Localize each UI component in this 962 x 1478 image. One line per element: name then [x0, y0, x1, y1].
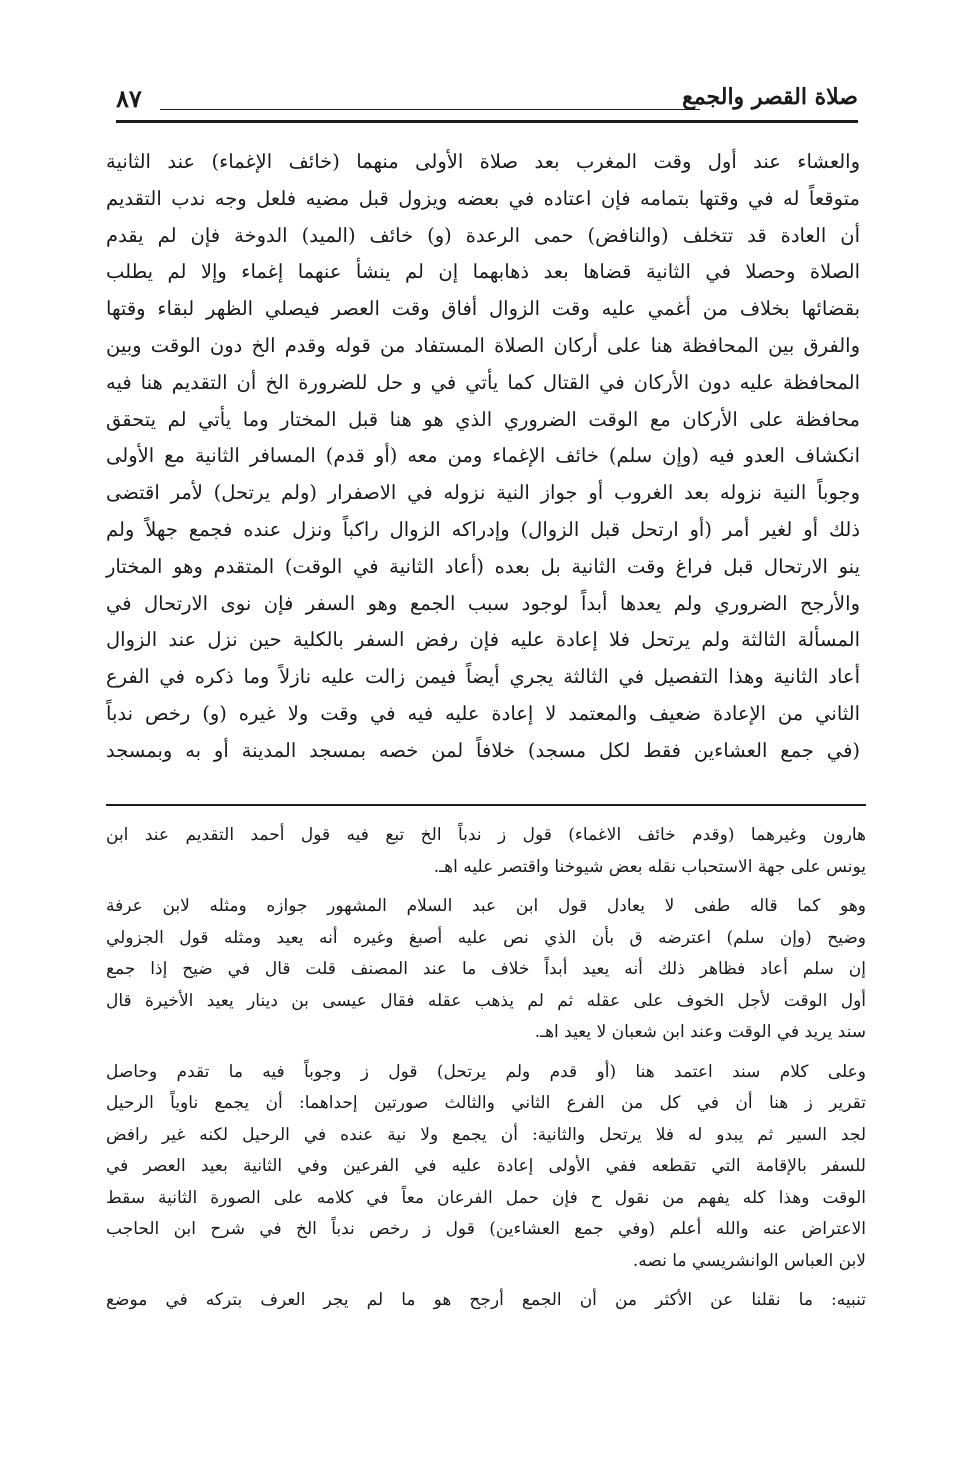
header-rule-thick — [116, 120, 858, 123]
main-line: المحافظة عليه دون الأركان في القتال كما يأتي في و حل للضرورة الخ أن التقديم هنا فيه — [106, 370, 860, 394]
main-line: ذلك أو لغير أمر (أو ارتحل قبل الزوال) وإدراكه الزوال راكباً ونزل عنده فجمع جهلاً ولم — [106, 517, 861, 541]
footnote-line: وضيح (وإن سلم) اعترضه ق بأن الذي نص عليه أصبغ وغيره أنه يعيد ومثله قول الجزولي — [106, 927, 866, 948]
main-line: الصلاة وحصلا في الثانية قضاها بعد ذهابهما إن لم ينشأ عنهما إغماء وإلا لم يطلب — [106, 260, 860, 284]
header-rule-thin — [160, 109, 700, 110]
footnote-paragraph — [106, 1285, 866, 1317]
running-title: صلاة القصر والجمع — [682, 84, 858, 110]
footnote-line: للسفر بالإقامة التي تقطعه ففي الأولى إعادة عليه في الفرعين وفي الثانية بعيد العصر في — [106, 1156, 866, 1176]
footnote-line: الوقت وهذا كله يفهم من نقول ح فإن حمل الفرعان معاً في كلامه على الصورة الثانية سقط — [106, 1187, 866, 1208]
footnote-line: لجد السير ثم يبدو له فلا يرتحل والثانية: أن يجمع ولا نية عنده في الرحيل لكنه غير رافض — [106, 1124, 866, 1145]
footnote-line: تقرير ز هنا أن في كل من الفرع الثاني والثالث صورتين إحداهما: أن يجمع ناوياً الرحيل — [106, 1093, 866, 1113]
footnote-line: تنبيه: ما نقلنا عن الأكثر من أن الجمع أرجح هو ما لم يجر العرف بتركه في موضع — [106, 1290, 866, 1310]
footnote-line: لابن العباس الوانشريسي ما نصه. — [632, 1250, 866, 1271]
main-line: المسألة الثالثة ولم يرتحل فلا إعادة عليه فإن رفض السفر بالكلية حين نزل عند الزوال — [106, 628, 860, 652]
footnote-line: سند يريد في الوقت وعند ابن شعبان لا يعيد اهـ. — [534, 1022, 866, 1042]
footnote-line: الاعتراض عنه والله أعلم (وفي جمع العشاءين) قول ز رخص ندباً الخ في شرح ابن الحاجب — [106, 1219, 866, 1239]
footnote-paragraph — [106, 820, 866, 883]
footnote-line: أول الوقت لأجل الخوف على عقله ثم لم يذهب عقله فقال عيسى بن دينار يعيد الأخيرة قال — [106, 990, 866, 1011]
main-line: وجوباً النية نزوله بعد الغروب أو جواز النية نزوله في الاصفرار (ولم يرتحل) لأمر اقتضى — [106, 481, 860, 505]
footnote-line: وعلى كلام سند اعتمد هنا (أو قدم ولم يرتحل) قول ز وجوباً فيه ما تقدم وحاصل — [106, 1061, 866, 1082]
main-line: والفرق بين المحافظة هنا على أركان الصلاة المستفاد من قوله وقدم الخ دون الوقت وبين — [106, 333, 860, 357]
main-line: والأرجح الضروري ولم يعدها أبداً لوجود سبب الجمع وهو السفر فإن نوى الارتحال في — [106, 591, 860, 615]
footnote-line: وهو كما قاله طفى لا يعادل قول ابن عبد السلام المشهور جوازه ومثله لابن عرفة — [106, 896, 866, 916]
main-text — [106, 144, 860, 770]
main-line: انكشاف العدو فيه (وإن سلم) خائف الإغماء ومن معه (أو قدم) المسافر الثانية مع الأولى — [106, 444, 860, 468]
main-line: والعشاء عند أول وقت المغرب بعد صلاة الأولى منهما (خائف الإغماء) عند الثانية — [106, 150, 860, 173]
footnotes — [106, 820, 866, 1325]
footnote-line: إن سلم أعاد فظاهر ذلك أنه يعيد أبداً خلاف ما عند المصنف قلت قال في ضيح إذا جمع — [106, 959, 866, 979]
main-line: أعاد الثانية وهذا التفصيل في الثالثة يجري أيضاً فيمن زالت عليه نازلاً وما ذكره في الفرع — [106, 665, 860, 689]
page-number: ٨٧ — [116, 84, 142, 113]
main-line: ينو الارتحال قبل فراغ وقت الثانية بل بعده (أعاد الثانية في الوقت) المتقدم وهو المختار — [106, 554, 860, 578]
footnote-line: هارون وغيرهما (وقدم خائف الاغماء) قول ز ندباً الخ تبع فيه قول أحمد التقديم عند ابن — [106, 825, 866, 845]
footnote-line: يونس على جهة الاستحباب نقله بعض شيوخنا واقتصر عليه اهـ. — [433, 856, 866, 877]
footnote-paragraph — [106, 891, 866, 1049]
main-line: متوقعاً له في وقتها بتمامه فإن اعتاده في بعضه ويزول قبل مضيه فلعل وجه ندب التقديم — [106, 186, 860, 210]
main-line: أن العادة قد تتخلف (والنافض) حمى الرعدة (و) خائف (الميد) الدوخة فإن لم يقدم — [106, 223, 860, 247]
footnote-paragraph — [106, 1057, 866, 1278]
main-line: محافظة على الأركان مع الوقت الضروري الذي هو هنا قبل المختار وما يأتي لم يتحقق — [106, 407, 860, 431]
main-line: الثاني من الإعادة ضعيف والمعتمد لا إعادة عليه فيه في وقت ولا غيره (و) رخص ندباً — [106, 701, 860, 725]
running-header — [116, 84, 858, 124]
footnote-separator — [106, 804, 866, 806]
main-line: بقضائها بخلاف من أغمي عليه وقت الزوال أفاق وقت العصر فيصلي الظهر لبقاء وقتها — [106, 297, 860, 321]
main-line: (في جمع العشاءين فقط لكل مسجد) خلافاً لمن خصه بمسجد المدينة أو به وبمسجد — [106, 738, 860, 762]
